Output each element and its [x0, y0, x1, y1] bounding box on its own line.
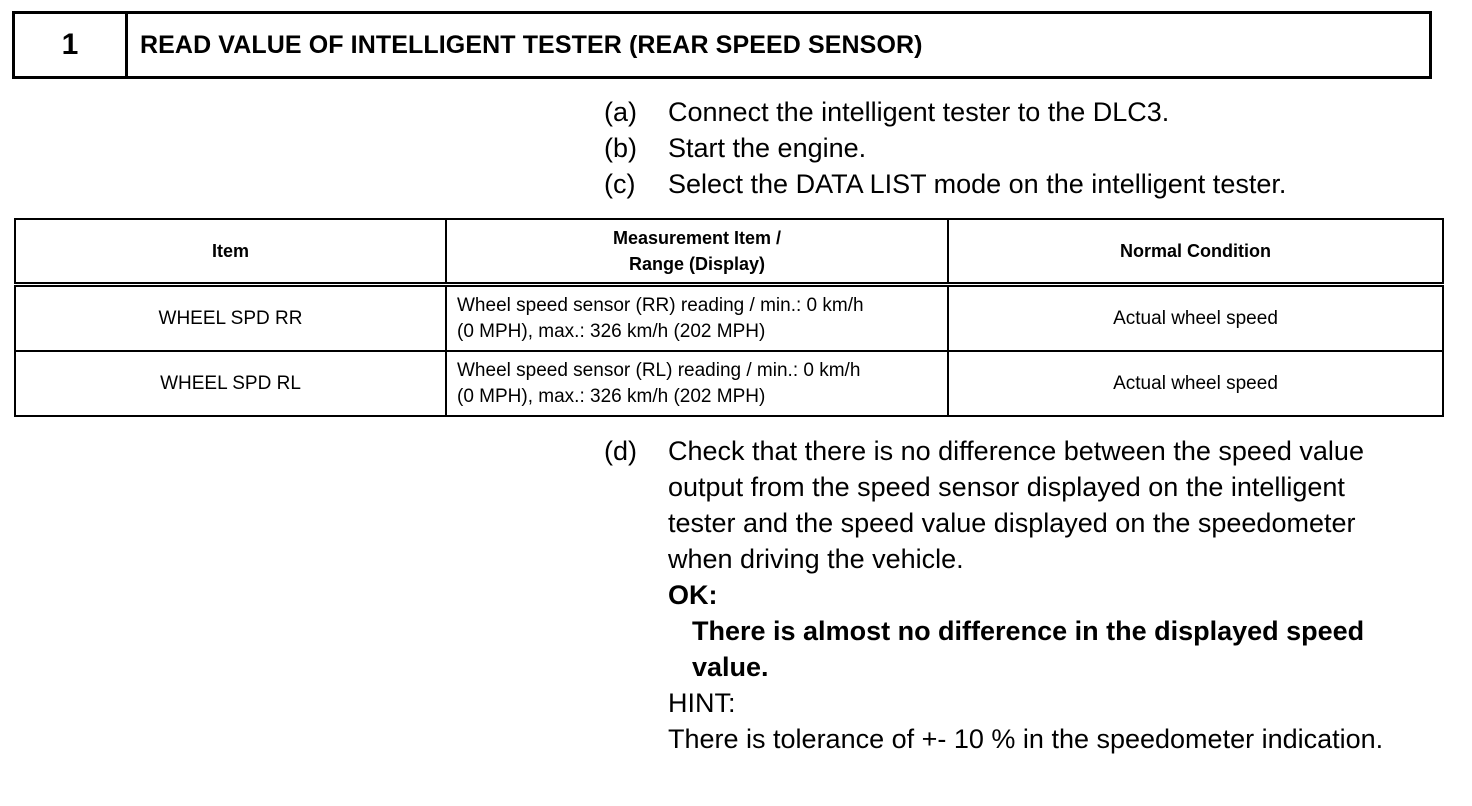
step-c: [604, 166, 1286, 202]
step-b-text: Start the engine.: [668, 133, 867, 163]
step-header: [12, 11, 1432, 79]
step-d-text: Check that there is no difference between the speed value output from the speed sensor displayed on the intelligent tester and the speed value displayed on the speedometer when driving the vehicle.: [668, 436, 1364, 574]
step-a-label: (a): [604, 97, 637, 127]
step-d-body: [668, 433, 1408, 757]
header-measurement-line2: Range (Display): [628, 254, 766, 274]
ok-text: There is almost no difference in the displayed speed value.: [692, 616, 1365, 682]
step-title: READ VALUE OF INTELLIGENT TESTER (REAR SPEED SENSOR): [140, 30, 923, 59]
data-list-table: [14, 218, 1444, 417]
cell-item: WHEEL SPD RR: [15, 285, 446, 352]
table-header-row: [15, 219, 1443, 285]
step-b: [604, 130, 866, 166]
table-row: [15, 285, 1443, 352]
step-a: [604, 94, 1169, 130]
step-number: 1: [15, 14, 128, 76]
step-d-label: (d): [604, 436, 637, 466]
ok-label: OK:: [668, 580, 718, 610]
cell-item: WHEEL SPD RL: [15, 351, 446, 416]
step-a-text: Connect the intelligent tester to the DLC3.: [668, 97, 1170, 127]
cell-normal-condition: Actual wheel speed: [948, 285, 1443, 352]
cell-measurement-line2: (0 MPH), max.: 326 km/h (202 MPH): [457, 320, 766, 342]
cell-measurement-line2: (0 MPH), max.: 326 km/h (202 MPH): [457, 385, 766, 407]
header-measurement-line1: Measurement Item /: [612, 228, 782, 248]
hint-text: There is tolerance of +- 10 % in the speedometer indication.: [668, 724, 1384, 754]
cell-measurement-line1: Wheel speed sensor (RL) reading / min.: 0 km/h: [457, 359, 861, 381]
cell-measurement: [446, 351, 948, 416]
hint-label: HINT:: [668, 688, 736, 718]
step-d: [604, 433, 1444, 757]
step-c-label: (c): [604, 169, 636, 199]
step-b-label: (b): [604, 133, 637, 163]
cell-measurement: [446, 285, 948, 352]
cell-measurement-line1: Wheel speed sensor (RR) reading / min.: 0 km/h: [457, 294, 864, 316]
header-normal-condition: Normal Condition: [948, 219, 1443, 285]
header-measurement: [446, 219, 948, 285]
step-c-text: Select the DATA LIST mode on the intelligent tester.: [668, 169, 1287, 199]
cell-normal-condition: Actual wheel speed: [948, 351, 1443, 416]
table-row: [15, 351, 1443, 416]
header-item: Item: [15, 219, 446, 285]
